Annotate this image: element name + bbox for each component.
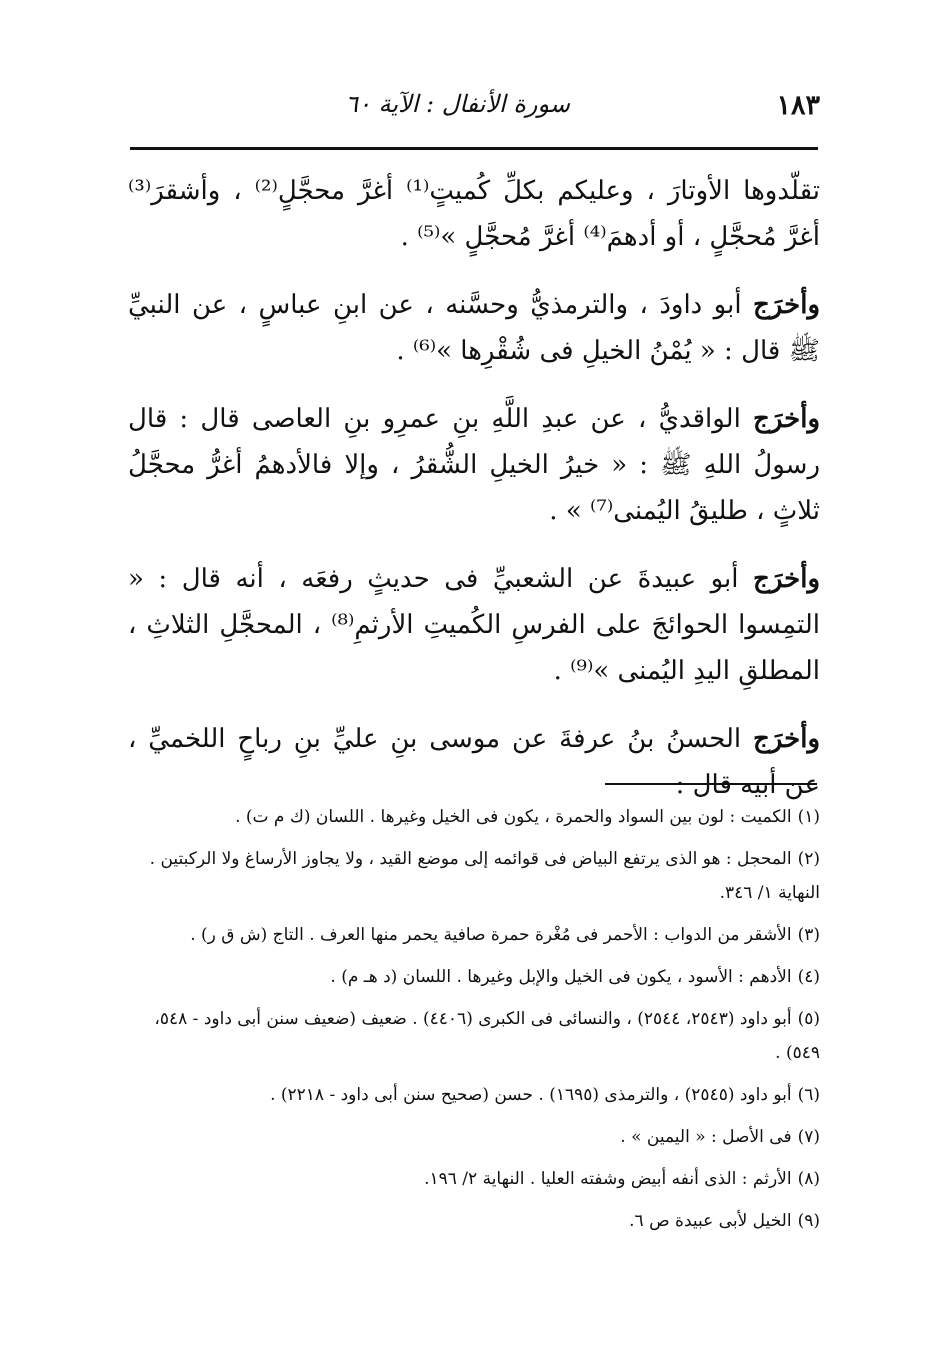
footnote <box>128 1002 820 1070</box>
paragraph <box>128 396 820 534</box>
footnote-number: (٩) <box>797 1211 820 1231</box>
paragraph <box>128 716 820 808</box>
footnote-text: المحجل : هو الذى يرتفع البياض فى قوائمه إلى موضع القيد ، ولا يجاوز الأرساغ ولا الركبتين . النهاية ١/ ٣٤٦. <box>149 849 820 903</box>
footnote <box>128 960 820 994</box>
footnote <box>128 842 820 910</box>
running-header <box>130 82 820 132</box>
footnote-number: (٤) <box>797 967 820 987</box>
page-number: ١٨٣ <box>776 90 820 121</box>
paragraph-text: تقلّدوها الأوتارَ ، وعليكم بكلِّ كُميتٍ⁽¹⁾ أغرَّ محجَّلٍ⁽²⁾ ، وأشقرَ⁽³⁾ أغرَّ مُحجَّلٍ ، أو أدهمَ⁽⁴⁾ أغرَّ مُحجَّلٍ »⁽⁵⁾ . <box>128 176 820 252</box>
footnote <box>128 1120 820 1154</box>
paragraph-lead: وأخرَج <box>753 290 820 320</box>
footnote-text: الأدهم : الأسود ، يكون فى الخيل والإبل وغيرها . اللسان (د هـ م) . <box>330 967 792 987</box>
footnotes <box>128 800 820 1246</box>
footnote-text: الكميت : لون بين السواد والحمرة ، يكون فى الخيل وغيرها . اللسان (ك م ت) . <box>235 807 792 827</box>
footnote-text: أبو داود (٢٥٤٥) ، والترمذى (١٦٩٥) . حسن (صحيح سنن أبى داود - ٢٢١٨) . <box>270 1085 792 1105</box>
footnote-text: الأشقر من الدواب : الأحمر فى مُغْرة حمرة صافية يحمر منها العرف . التاج (ش ق ر) . <box>190 925 792 945</box>
main-text <box>128 168 820 822</box>
footnote-number: (١) <box>797 807 820 827</box>
footnote-number: (٣) <box>797 925 820 945</box>
footnote-text: الخيل لأبى عبيدة ص ٦. <box>629 1211 792 1231</box>
paragraph <box>128 556 820 694</box>
footnote-text: الأرثم : الذى أنفه أبيض وشفته العليا . النهاية ٢/ ١٩٦. <box>424 1169 792 1189</box>
paragraph <box>128 282 820 374</box>
footnote-number: (٦) <box>797 1085 820 1105</box>
paragraph-text: أبو عبيدةَ عن الشعبيِّ فى حديثٍ رفعَه ، أنه قال : « التمِسوا الحوائجَ على الفرسِ الكُميتِ الأرثمِ⁽⁸⁾ ، المحجَّلِ الثلاثِ ، المطلقِ اليدِ اليُمنى »⁽⁹⁾ . <box>128 564 820 686</box>
footnote <box>128 800 820 834</box>
paragraph-text: الواقديُّ ، عن عبدِ اللَّهِ بنِ عمرِو بنِ العاصى قال : قال رسولُ اللهِ ﷺ : « خيرُ الخيلِ الشُّقرُ ، وإلا فالأدهمُ أغرُّ محجَّلُ ثلاثٍ ، طليقُ اليُمنى⁽⁷⁾ » . <box>128 404 820 526</box>
surah-title: سورة الأنفال : الآية ٦٠ <box>345 90 570 118</box>
footnote-number: (٧) <box>797 1127 820 1147</box>
paragraph-lead: وأخرَج <box>753 724 820 754</box>
footnote-text: أبو داود (٢٥٤٣، ٢٥٤٤) ، والنسائى فى الكبرى (٤٤٠٦) . ضعيف (ضعيف سنن أبى داود - ٥٤٨، ٥٤٩) . <box>154 1009 820 1063</box>
paragraph-lead: وأخرَج <box>753 564 821 594</box>
paragraph <box>128 168 820 260</box>
footnote-number: (٥) <box>797 1009 820 1029</box>
footnote <box>128 1204 820 1238</box>
footnote <box>128 1162 820 1196</box>
footnote-number: (٢) <box>797 849 820 869</box>
footnote-rule <box>605 783 817 785</box>
footnote <box>128 1078 820 1112</box>
footnote-number: (٨) <box>797 1169 820 1189</box>
footnote-text: فى الأصل : « اليمين » . <box>620 1127 792 1147</box>
footnote <box>128 918 820 952</box>
paragraph-text: أبو داودَ ، والترمذيُّ وحسَّنه ، عن ابنِ عباسٍ ، عن النبيِّ ﷺ قال : « يُمْنُ الخيلِ فى شُقْرِها »⁽⁶⁾ . <box>128 290 820 366</box>
paragraph-lead: وأخرَج <box>753 404 821 434</box>
paragraph-text: الحسنُ بنُ عرفةَ عن موسى بنِ عليِّ بنِ رباحٍ اللخميِّ ، عن أبيه قال : <box>128 724 820 800</box>
header-rule <box>130 147 818 150</box>
